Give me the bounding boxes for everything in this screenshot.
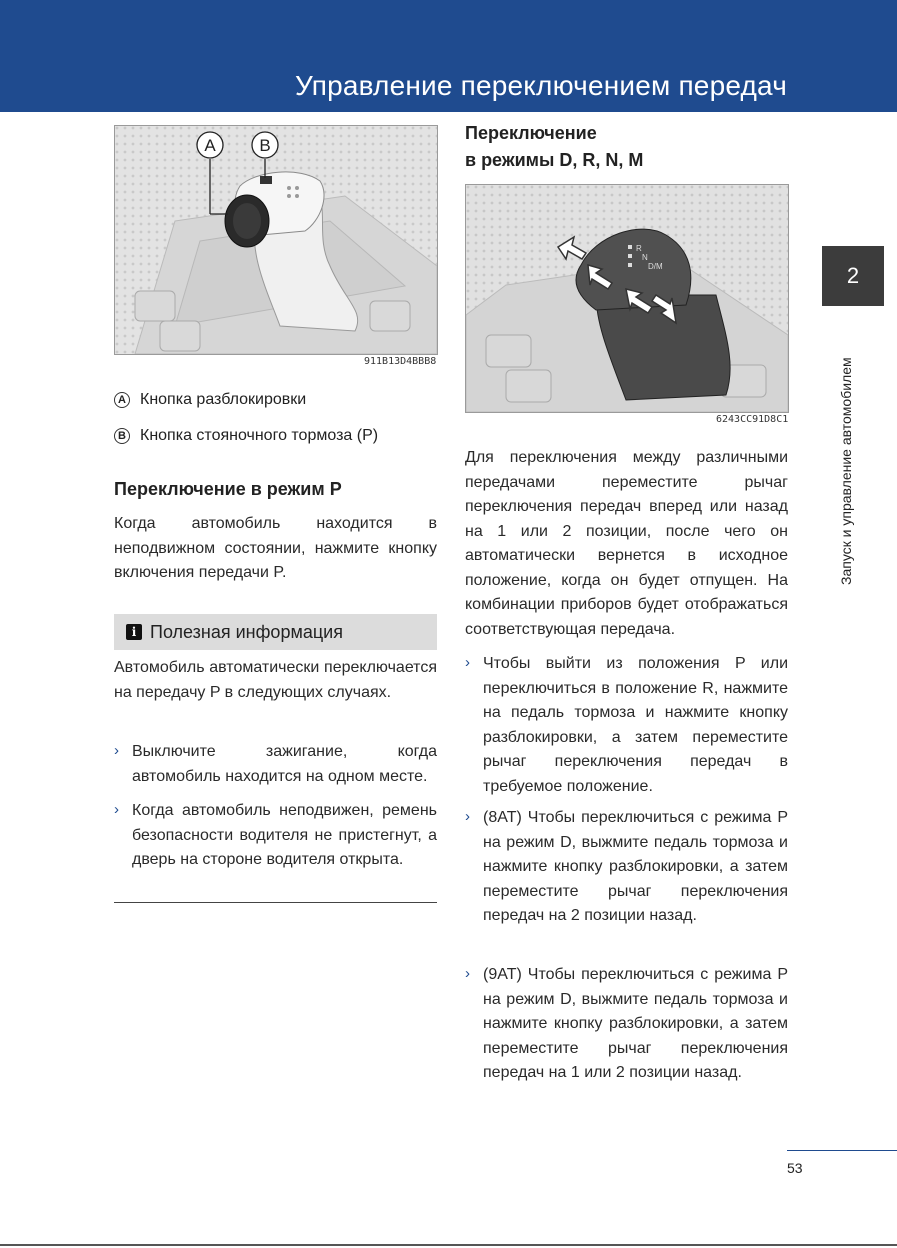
- page-number: 53: [787, 1160, 803, 1176]
- lever-label-r: R: [636, 244, 642, 253]
- info-box-header: [114, 614, 437, 650]
- legend-text-a: Кнопка разблокировки: [140, 391, 307, 408]
- info-divider: [114, 902, 437, 903]
- callout-a: A: [204, 136, 216, 155]
- figure2-code: 6243CC91D8C1: [716, 414, 789, 425]
- info-icon: i: [126, 624, 142, 640]
- bullet-marker: ›: [465, 808, 470, 825]
- figure1-code: 911B13D4BBB8: [364, 356, 437, 367]
- gear-lever-illustration: [466, 185, 788, 412]
- page-number-rule: [787, 1150, 897, 1151]
- section-p-body: Когда автомобиль находится в неподвижном состоянии, нажмите кнопку включения передачи P.: [114, 515, 437, 581]
- lever-label-dm: D/M: [648, 262, 663, 271]
- bottom-rule: [0, 1244, 897, 1246]
- gear-selector-illustration: [115, 126, 437, 354]
- bullet-marker: ›: [465, 965, 470, 982]
- lever-label-n: N: [642, 253, 648, 262]
- legend-mark-a: A: [114, 392, 130, 408]
- legend-text-b: Кнопка стояночного тормоза (P): [140, 427, 379, 444]
- drnm-bullet-1: Чтобы выйти из положения P или переключиться в положение R, нажмите на педаль тормоза и нажмите кнопку разблокировки, а затем переместите рычаг переключения передач в требуемое положение.: [483, 655, 788, 795]
- info-bullet-2: Когда автомобиль неподвижен, ремень безопасности водителя не пристегнут, а дверь на стороне водителя открыта.: [132, 802, 437, 868]
- chapter-label: Запуск и управление автомобилем: [838, 357, 854, 585]
- drnm-bullet-3: (9AT) Чтобы переключиться с режима P на режим D, выжмите педаль тормоза и нажмите кнопку разблокировки, а затем переместите рычаг переключения передач на 1 или 2 позиции назад.: [483, 966, 788, 1081]
- gear-selector-photo: [114, 125, 438, 355]
- section-drnm-body: Для переключения между различными передачами переместите рычаг переключения передач вперед или назад на 1 или 2 позиции, после чего он автоматически вернется в исходное положение, когда он будет отпущен. На комбинации приборов будет отображаться соответствующая передача.: [465, 449, 788, 638]
- info-bullet-1: Выключите зажигание, когда автомобиль находится на одном месте.: [132, 743, 437, 785]
- page-title: Управление переключением передач: [294, 70, 787, 101]
- info-title: Полезная информация: [150, 621, 343, 642]
- bullet-marker: ›: [465, 654, 470, 671]
- legend-item-b: [114, 427, 378, 445]
- drnm-bullet-2: (8AT) Чтобы переключиться с режима P на режим D, выжмите педаль тормоза и нажмите кнопку разблокировки, а затем переместите рычаг переключения передач на 2 позиции назад.: [483, 809, 788, 924]
- bullet-marker: ›: [114, 801, 119, 818]
- legend-item-a: [114, 391, 306, 409]
- legend-mark-b: B: [114, 428, 130, 444]
- section-drnm-title-2: в режимы D, R, N, M: [465, 150, 644, 170]
- section-drnm-title-1: Переключение: [465, 123, 597, 143]
- gear-lever-photo: [465, 184, 789, 413]
- page-header: [0, 0, 897, 112]
- bullet-marker: ›: [114, 742, 119, 759]
- chapter-tab: 2: [822, 246, 884, 306]
- section-p-title: Переключение в режим P: [114, 479, 342, 499]
- info-intro: Автомобиль автоматически переключается на передачу P в следующих случаях.: [114, 659, 437, 701]
- callout-b: B: [259, 136, 271, 155]
